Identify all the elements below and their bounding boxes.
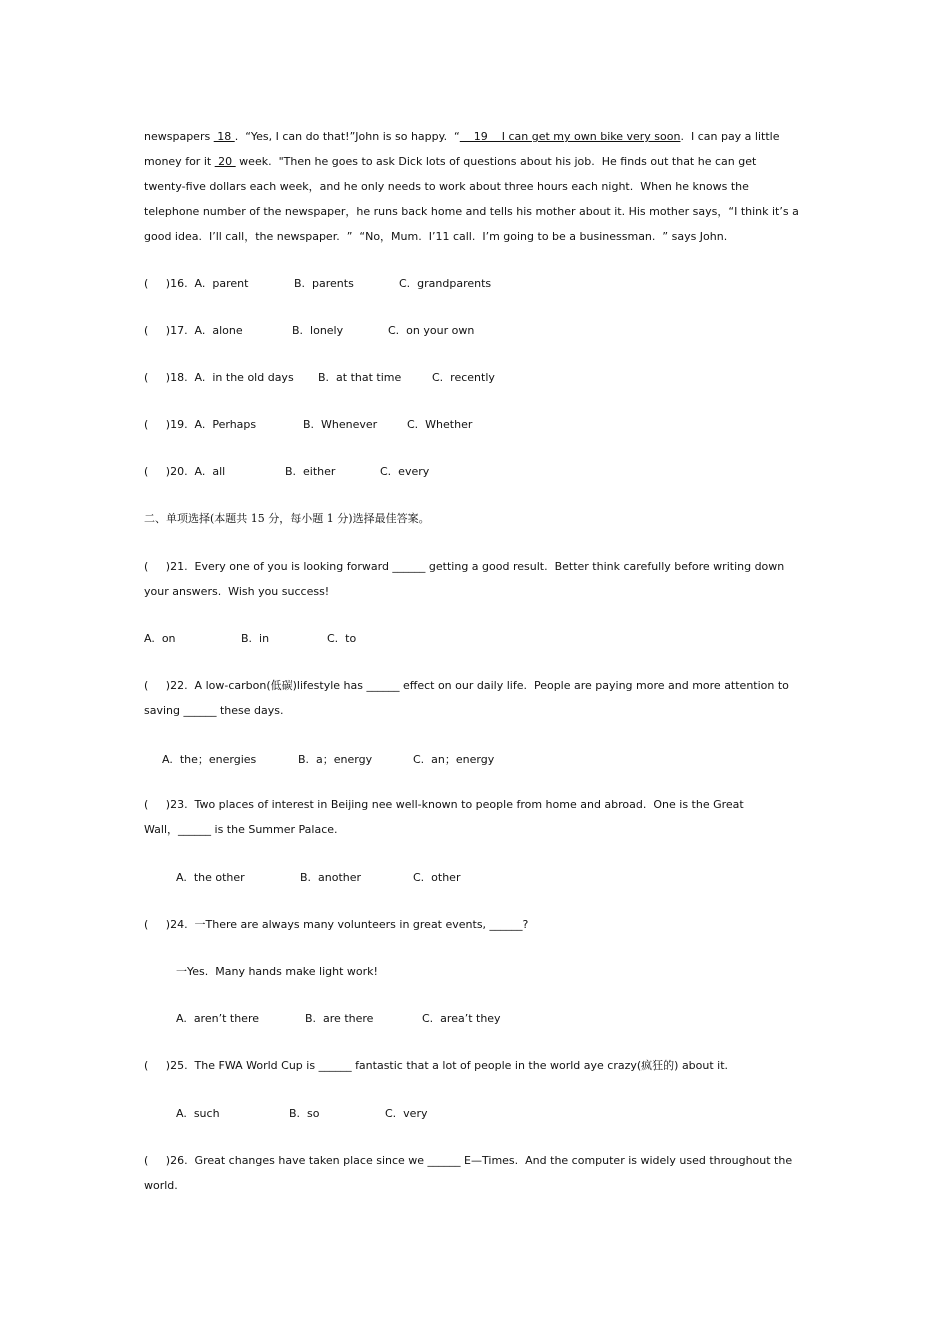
question-24-line-2: 一Yes. Many hands make light work! [176,965,378,978]
passage-line-4: telephone number of the newspaper，he runs back home and tells his mother about it. His mother says，“I think it’s a [144,205,799,218]
question-25-line-1: ( )25. The FWA World Cup is ______ fantastic that a lot of people in the world aye crazy(疯狂的) about it. [144,1059,729,1072]
question-21-options: A. on B. in C. to [144,632,357,645]
question-23-line-1: ( )23. Two places of interest in Beijing nee well-known to people from home and abroad. One is the Great [144,798,744,811]
question-25-options: A. such B. so C. very [176,1107,428,1120]
passage-line-1: newspapers 18 . “Yes, I can do that!”John is so happy. “ 19 I can get my own bike very soon. I can pay a little [144,130,780,143]
section-2-heading: 二、单项选择(本题共 15 分，每小题 1 分)选择最佳答案。 [144,512,430,525]
blank-19: 19 I can get my own bike very soon [459,130,681,143]
question-24-line-1: ( )24. 一There are always many volunteers in great events, ______? [144,918,529,931]
passage-line-3: twenty-five dollars each week，and he only needs to work about three hours each night. When he knows the [144,180,749,193]
question-22-options: A. the；energies B. a；energy C. an；energy [162,753,495,766]
question-19: ( )19. A. Perhaps B. Whenever C. Whether [144,418,473,431]
question-17: ( )17. A. alone B. lonely C. on your own [144,324,475,337]
passage-line-5: good idea. I’ll call，the newspaper. ” “No，Mum. I’11 call. I’m going to be a businessman. ” says John. [144,230,728,243]
question-21-line-2: your answers. Wish you success! [144,585,330,598]
question-22-line-1: ( )22. A low-carbon(低碳)lifestyle has ______ effect on our daily life. People are paying more and more attention to [144,679,789,692]
question-23-options: A. the other B. another C. other [176,871,461,884]
question-18: ( )18. A. in the old days B. at that time C. recently [144,371,495,384]
question-26-line-2: world. [144,1179,178,1192]
question-24-options: A. aren’t there B. are there C. area’t they [176,1012,501,1025]
blank-20: 20 [214,155,236,168]
blank-18: 18 [213,130,235,143]
question-21-line-1: ( )21. Every one of you is looking forward ______ getting a good result. Better think carefully before writing down [144,560,785,573]
question-26-line-1: ( )26. Great changes have taken place since we ______ E—Times. And the computer is widely used throughout the [144,1154,793,1167]
question-22-line-2: saving ______ these days. [144,704,284,717]
question-23-line-2: Wall，______ is the Summer Palace. [144,823,338,836]
question-16: ( )16. A. parent B. parents C. grandparents [144,277,492,290]
question-20: ( )20. A. all B. either C. every [144,465,430,478]
passage-line-2: money for it 20 week. "Then he goes to ask Dick lots of questions about his job. He finds out that he can get [144,155,757,168]
